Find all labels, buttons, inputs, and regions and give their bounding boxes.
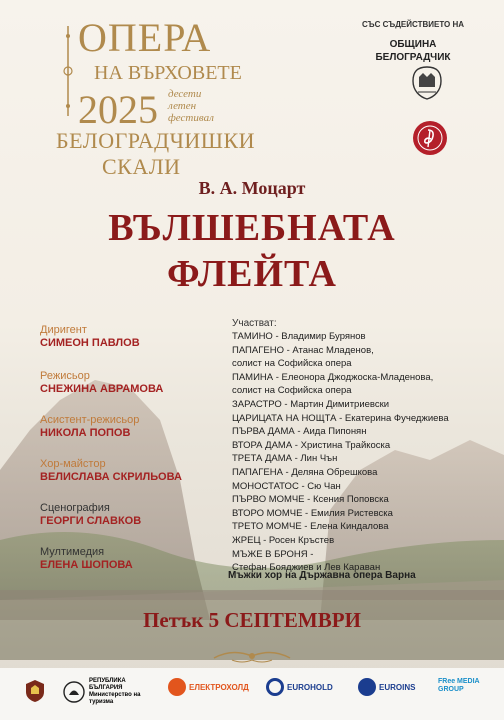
creator-role: Мултимедия [40, 546, 105, 558]
chorus-credit: Мъжки хор на Държавна опера Варна [228, 570, 416, 581]
cast-row: солист на Софийска опера [232, 358, 352, 370]
creator-name: ВЕЛИСЛАВА СКРИЛЬОВА [40, 471, 182, 483]
festival-year: 2025 [78, 87, 158, 132]
festival-title-peaks: НА ВЪРХОВЕТЕ [94, 62, 242, 84]
creator-conductor [40, 324, 140, 349]
creator-chorus-master [40, 458, 182, 483]
creator-assistant-director [40, 414, 139, 439]
creator-name: СИМЕОН ПАВЛОВ [40, 337, 140, 349]
partner-name-line2: БЕЛОГРАДЧИК [375, 52, 451, 63]
creator-name: НИКОЛА ПОПОВ [40, 427, 131, 439]
sponsor-free-media [438, 678, 498, 694]
cast-row: ВТОРА ДАМА - Христина Трайкоска [232, 439, 391, 451]
partner-name-line1: ОБЩИНА [389, 39, 437, 50]
elektrohold-icon [168, 678, 186, 696]
partner-intro: СЪС СЪДЕЙСТВИЕТО НА [361, 20, 465, 29]
sponsor-label: EUROHOLD [287, 682, 333, 692]
opera-title-line1: ВЪЛШЕБНАТА [108, 207, 396, 249]
ornament-icon [212, 644, 292, 666]
cast-row: ПЪРВА ДАМА - Аида Пипонян [232, 426, 367, 438]
creator-role: Режисьор [40, 370, 90, 382]
euroins-icon [358, 678, 376, 696]
eurohold-icon [266, 678, 284, 696]
music-note-badge-icon [412, 120, 448, 156]
municipal-crest-icon [410, 65, 444, 101]
sponsor-elektrohold [168, 678, 249, 696]
cast-row: солист на Софийска опера [232, 385, 352, 397]
cast-row: ВТОРО МОМЧЕ - Емилия Ристевска [232, 507, 393, 519]
cast-row: ТРЕТА ДАМА - Лин Чън [232, 453, 338, 465]
sponsor-coat-of-arms [22, 678, 51, 704]
cast-list [232, 318, 492, 575]
coat-of-arms-icon [22, 678, 48, 704]
festival-location-2: СКАЛИ [102, 154, 181, 179]
sponsor-euroins [358, 678, 415, 696]
cast-row: МОНОСТАТОС - Сю Чан [232, 480, 341, 492]
creator-name: СНЕЖИНА АВРАМОВА [40, 383, 164, 395]
opera-title-line2: ФЛЕЙТА [167, 253, 337, 295]
creator-name: ЕЛЕНА ШОПОВА [40, 559, 133, 571]
creator-role: Хор-майстор [40, 458, 106, 470]
creator-set-design [40, 502, 141, 527]
sponsor-label: ЕЛЕКТРОХОЛД [189, 682, 249, 692]
cast-row: ЦАРИЦАТА НА НОЩТА - Екатерина Фучеджиева [232, 412, 449, 424]
creator-role: Асистент-режисьор [40, 414, 140, 426]
cast-row: МЪЖЕ В БРОНЯ - [232, 548, 314, 560]
creator-director [40, 370, 163, 395]
creator-multimedia [40, 546, 133, 571]
cast-row: ПАМИНА - Елеонора Джоджоска-Младенова, [232, 371, 434, 383]
sponsor-label: РЕПУБЛИКА БЪЛГАРИЯ Министерство на туризма [89, 678, 141, 705]
creator-role: Сценография [40, 502, 110, 514]
sponsor-eurohold [266, 678, 333, 696]
cast-row: ПАПАГЕНА - Деляна Обрешкова [232, 466, 378, 478]
festival-title-opera: ОПЕРА [78, 15, 212, 60]
composer-name: В. А. Моцарт [198, 178, 306, 198]
festival-edition: десети летен фестивал [168, 88, 214, 124]
sponsor-label: EUROINS [379, 682, 416, 692]
performance-date: Петък 5 СЕПТЕМВРИ [143, 608, 361, 632]
cast-row: ПЪРВО МОМЧЕ - Ксения Поповска [232, 494, 389, 506]
sponsor-label: FRee MEDIA GROUP [438, 678, 480, 693]
cast-row: ПАПАГЕНО - Атанас Младенов, [232, 344, 374, 356]
cast-row: ЗАРАСТРО - Мартин Димитриевски [232, 398, 390, 410]
cast-row: ЖРЕЦ - Росен Кръстев [232, 534, 335, 546]
partner-block [338, 20, 488, 63]
festival-ornament-icon [62, 26, 74, 116]
sponsor-ministry [62, 678, 149, 706]
sponsors-bar [0, 668, 504, 720]
cast-row: ТАМИНО - Владимир Бурянов [232, 331, 366, 342]
cast-heading: Участват: [232, 318, 277, 329]
cast-row: ТРЕТО МОМЧЕ - Елена Киндалова [232, 521, 389, 533]
creator-role: Диригент [40, 324, 87, 336]
creator-name: ГЕОРГИ СЛАВКОВ [40, 515, 142, 527]
ministry-lion-icon [62, 680, 86, 704]
festival-location-1: БЕЛОГРАДЧИШКИ [56, 128, 256, 153]
cast-row: Стефан Бояджиев и Лев Караван [232, 562, 381, 574]
